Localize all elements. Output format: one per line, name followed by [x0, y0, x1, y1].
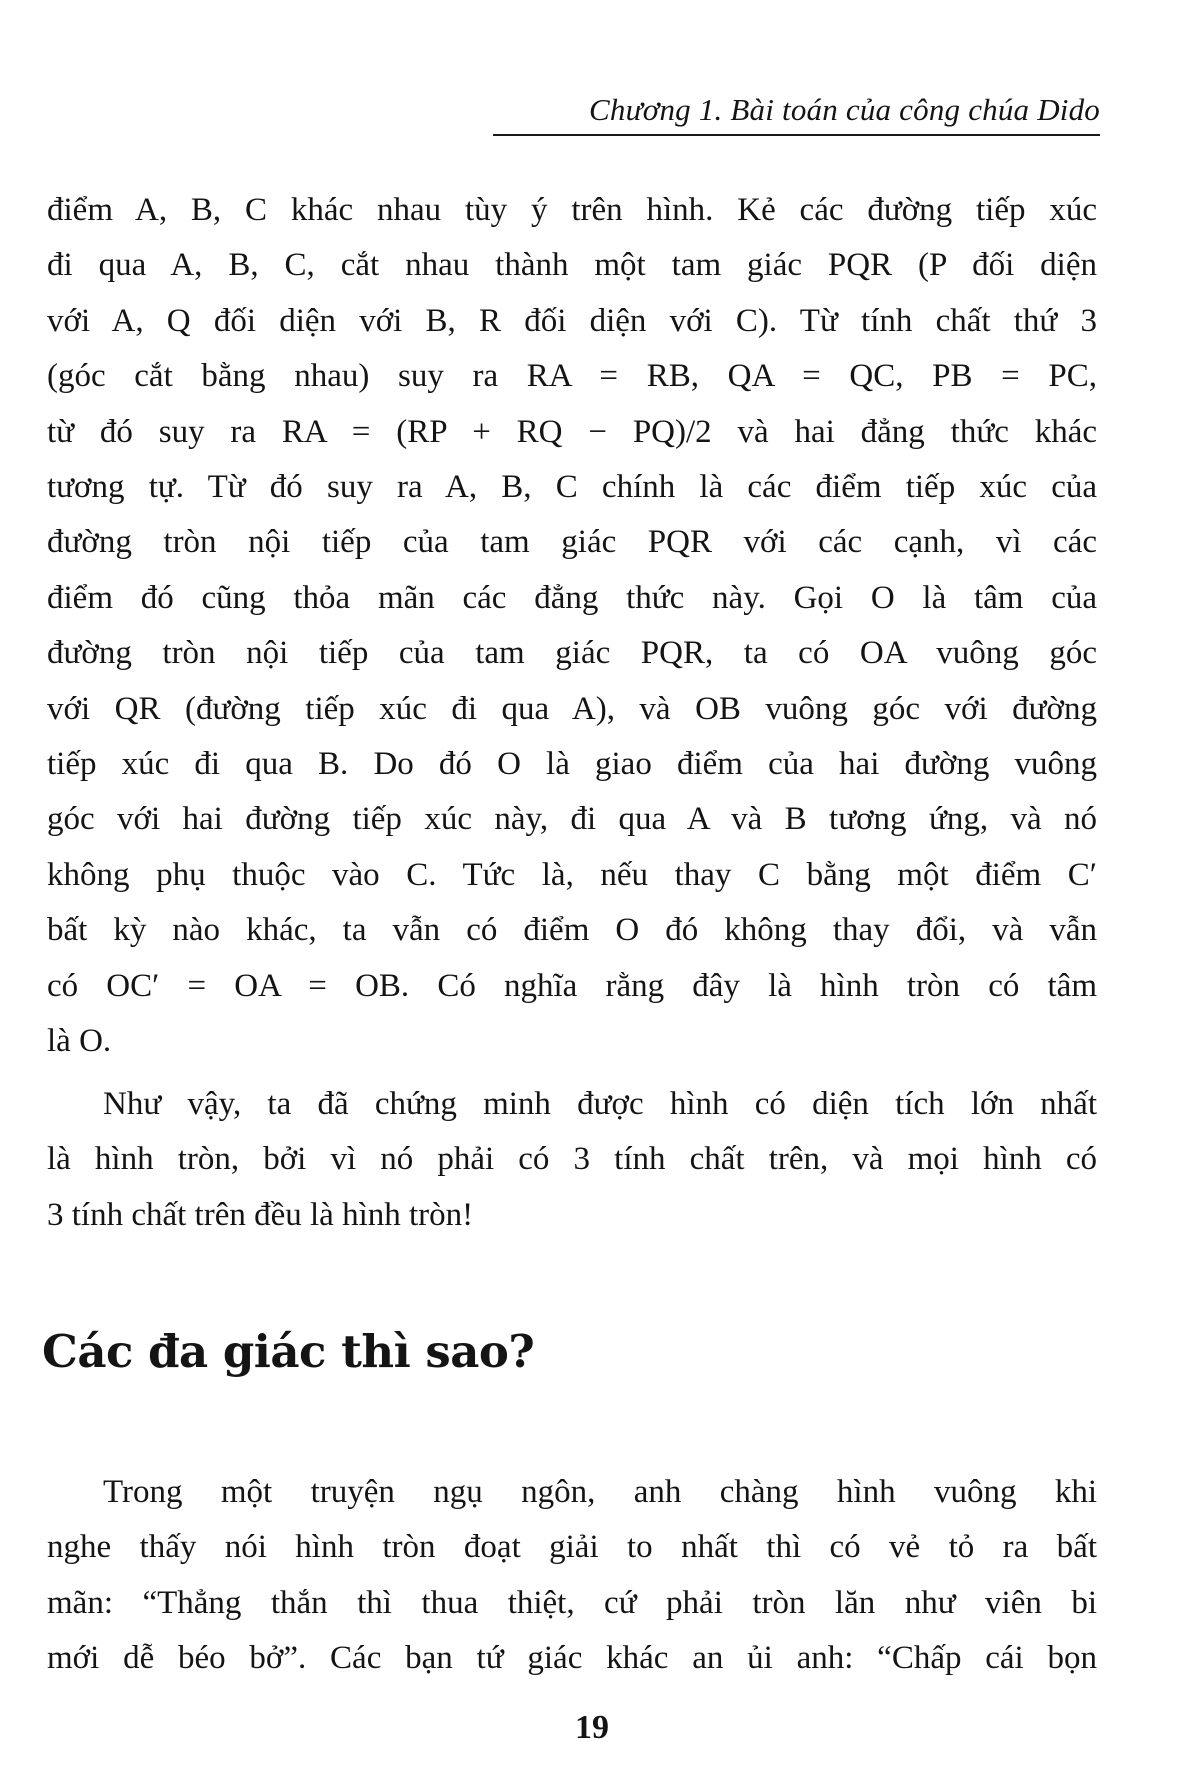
header-rule [493, 134, 1100, 136]
text-line: với QR (đường tiếp xúc đi qua A), và OB vuông góc với đường [47, 690, 1097, 727]
paragraph-continuation [47, 183, 1097, 1070]
paragraph-conclusion [47, 1077, 1097, 1243]
text-line: (góc cắt bằng nhau) suy ra RA = RB, QA = QC, PB = PC, [47, 358, 1097, 395]
text-line: Như vậy, ta đã chứng minh được hình có diện tích lớn nhất [103, 1086, 1097, 1122]
page-number: 19 [575, 1709, 609, 1746]
text-line: bất kỳ nào khác, ta vẫn có điểm O đó không thay đổi, và vẫn [47, 912, 1097, 949]
text-line: đi qua A, B, C, cắt nhau thành một tam giác PQR (P đối diện [47, 247, 1097, 284]
text-line: nghe thấy nói hình tròn đoạt giải to nhất thì có vẻ tỏ ra bất [47, 1529, 1097, 1566]
text-line: từ đó suy ra RA = (RP + RQ − PQ)/2 và hai đẳng thức khác [47, 413, 1097, 450]
running-head: Chương 1. Bài toán của công chúa Dido [589, 92, 1100, 127]
text-line: góc với hai đường tiếp xúc này, đi qua A và B tương ứng, và nó [47, 801, 1097, 838]
text-line: điểm đó cũng thỏa mãn các đẳng thức này. Gọi O là tâm của [47, 579, 1097, 616]
text-line: mới dễ béo bở”. Các bạn tứ giác khác an ủi anh: “Chấp cái bọn [47, 1640, 1097, 1677]
text-line: là hình tròn, bởi vì nó phải có 3 tính chất trên, và mọi hình có [47, 1141, 1097, 1178]
text-line: 3 tính chất trên đều là hình tròn! [47, 1196, 474, 1233]
text-line: điểm A, B, C khác nhau tùy ý trên hình. Kẻ các đường tiếp xúc [47, 192, 1097, 228]
text-line: đường tròn nội tiếp của tam giác PQR, ta có OA vuông góc [47, 635, 1097, 672]
text-line: không phụ thuộc vào C. Tức là, nếu thay C bằng một điểm C′ [47, 856, 1097, 893]
text-line: có OC′ = OA = OB. Có nghĩa rằng đây là hình tròn có tâm [47, 967, 1097, 1004]
section-heading: Các đa giác thì sao? [42, 1325, 535, 1378]
text-line: với A, Q đối diện với B, R đối diện với C). Từ tính chất thứ 3 [47, 302, 1097, 339]
text-line: là O. [47, 1023, 112, 1060]
paragraph-polygons [47, 1465, 1097, 1687]
text-line: đường tròn nội tiếp của tam giác PQR với các cạnh, vì các [47, 524, 1097, 561]
text-line: Trong một truyện ngụ ngôn, anh chàng hình vuông khi [103, 1474, 1097, 1510]
text-line: mãn: “Thẳng thắn thì thua thiệt, cứ phải tròn lăn như viên bi [47, 1584, 1097, 1621]
text-line: tiếp xúc đi qua B. Do đó O là giao điểm của hai đường vuông [47, 746, 1097, 783]
text-line: tương tự. Từ đó suy ra A, B, C chính là các điểm tiếp xúc của [47, 469, 1097, 506]
